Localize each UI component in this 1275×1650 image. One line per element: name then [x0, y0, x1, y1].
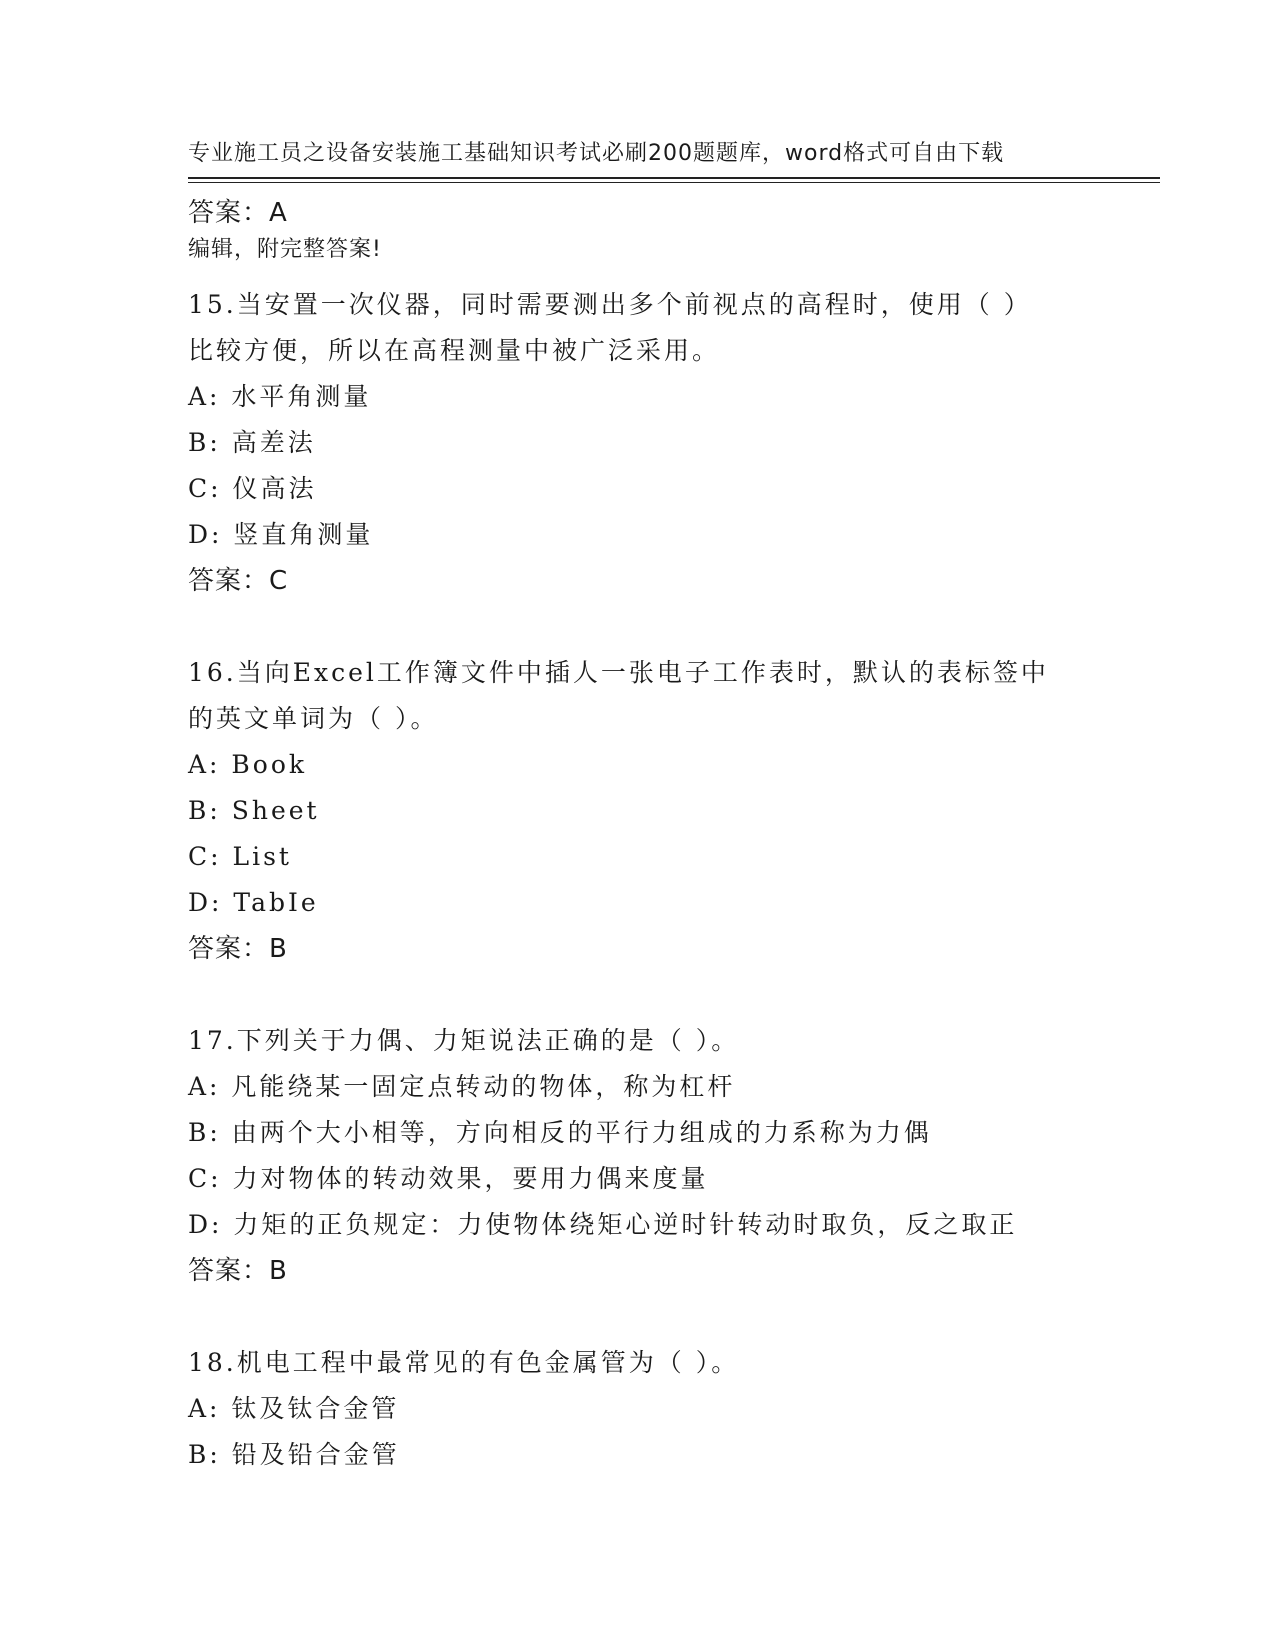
question-16-option-c: C: List — [188, 842, 292, 871]
question-18 — [188, 1340, 1088, 1478]
spacer — [188, 604, 1088, 650]
question-17-option-a: A: 凡能绕某一固定点转动的物体，称为杠杆 — [188, 1072, 736, 1101]
question-18-option-a: A: 钛及钛合金管 — [188, 1394, 400, 1423]
header-divider-thin — [188, 182, 1160, 183]
question-17-option-d: D: 力矩的正负规定：力使物体绕矩心逆时针转动时取负，反之取正 — [188, 1210, 1018, 1239]
question-17 — [188, 1018, 1088, 1294]
question-15-answer: 答案：C — [188, 566, 289, 596]
question-16-option-b: B: Sheet — [188, 796, 320, 825]
spacer — [188, 236, 1088, 282]
question-list — [188, 190, 1088, 1478]
header-line-1: 专业施工员之设备安装施工基础知识考试必刷200题题库，word格式可自由下载 — [188, 141, 1005, 166]
header-divider-thick — [188, 177, 1160, 179]
question-18-stem: 18.机电工程中最常见的有色金属管为（ ）。 — [188, 1348, 740, 1377]
question-17-stem: 17.下列关于力偶、力矩说法正确的是（ ）。 — [188, 1026, 740, 1055]
spacer — [188, 1294, 1088, 1340]
question-15-stem-line-2: 比较方便，所以在高程测量中被广泛采用。 — [188, 336, 721, 365]
question-18-option-b: B: 铅及铅合金管 — [188, 1440, 400, 1469]
question-17-option-c: C: 力对物体的转动效果，要用力偶来度量 — [188, 1164, 709, 1193]
question-15-option-d: D: 竖直角测量 — [188, 520, 374, 549]
question-17-option-b: B: 由两个大小相等，方向相反的平行力组成的力系称为力偶 — [188, 1118, 932, 1147]
question-15-option-a: A: 水平角测量 — [188, 382, 372, 411]
question-16-answer: 答案：B — [188, 934, 288, 964]
header-line-2: 编辑，附完整答案! — [188, 237, 382, 262]
previous-answer: 答案：A — [188, 198, 288, 228]
question-17-answer: 答案：B — [188, 1256, 288, 1286]
question-16-stem-line-2: 的英文单词为（ ）。 — [188, 704, 439, 733]
question-15-stem-line-1: 15.当安置一次仪器，同时需要测出多个前视点的高程时，使用（ ） — [188, 290, 1032, 319]
question-16-stem-line-1: 16.当向Excel工作簿文件中插人一张电子工作表时，默认的表标签中 — [188, 658, 1049, 687]
question-16 — [188, 650, 1088, 972]
spacer — [188, 972, 1088, 1018]
question-15-option-b: B: 高差法 — [188, 428, 316, 457]
question-15 — [188, 282, 1088, 604]
question-16-option-d: D: TabIe — [188, 888, 319, 917]
question-16-option-a: A: Book — [188, 750, 308, 779]
question-15-option-c: C: 仪高法 — [188, 474, 317, 503]
